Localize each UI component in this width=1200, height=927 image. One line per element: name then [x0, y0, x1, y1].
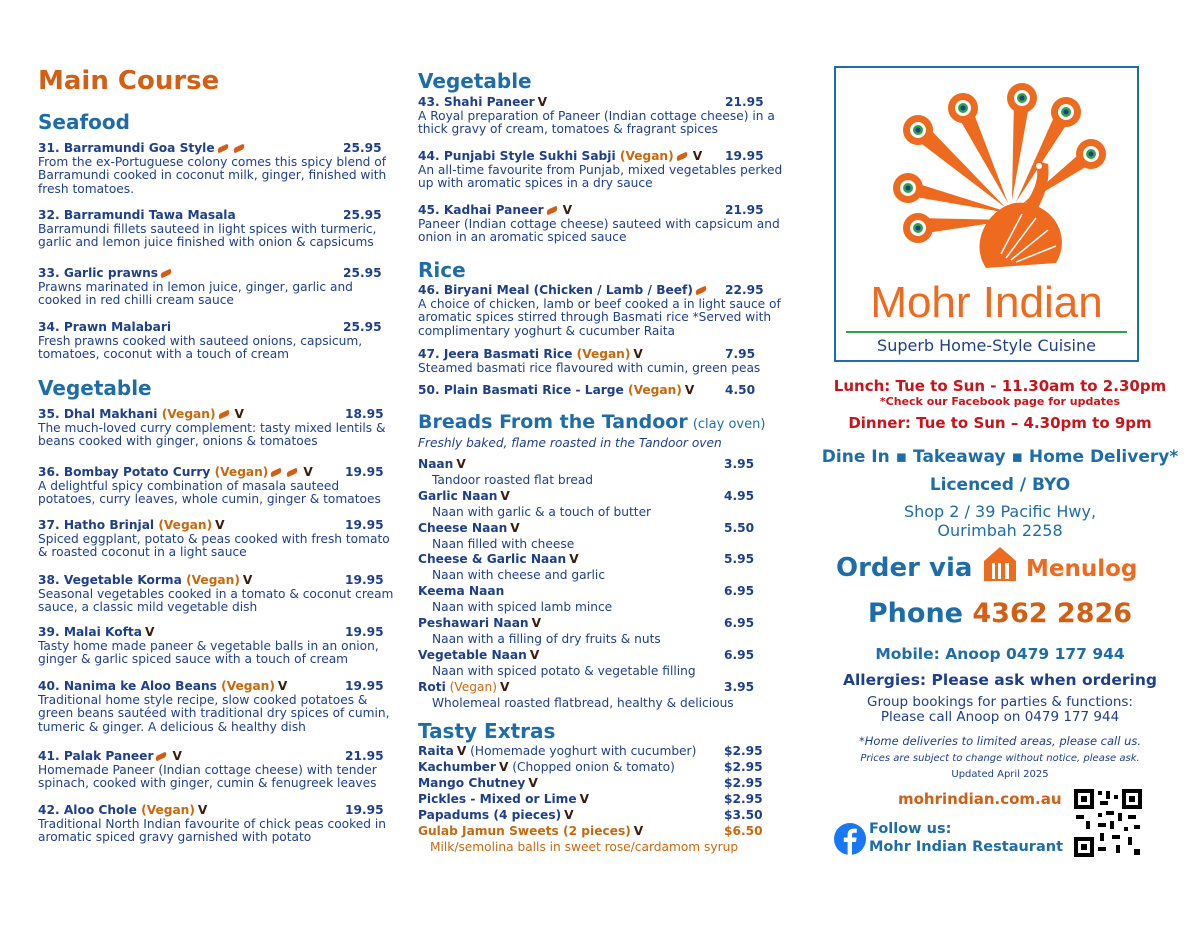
vegetarian-icon: V: [234, 407, 244, 421]
extra-name: Kachumber: [418, 760, 496, 774]
vegan-label: (Vegan): [615, 149, 674, 163]
bread-name: Cheese & Garlic Naan: [418, 552, 567, 567]
vegetarian-icon: V: [633, 824, 644, 838]
vegan-label: (Vegan): [572, 347, 631, 361]
delivery-note: *Home deliveries to limited areas, please call us.: [858, 734, 1142, 748]
menu-item-header: [418, 384, 790, 398]
bread-desc: Naan with garlic & a touch of butter: [432, 504, 652, 519]
bread-name: Roti: [418, 679, 446, 694]
vegetarian-icon: V: [242, 573, 253, 587]
lunch-hours: Lunch: Tue to Sun - 11.30am to 2.30pm: [833, 377, 1167, 395]
bread-price: 6.95: [724, 647, 755, 662]
menu-item-price: 25.95: [343, 320, 382, 334]
bread-price: 4.95: [724, 488, 755, 503]
menu-item-price: 25.95: [343, 141, 382, 155]
vegetable-title: Vegetable: [38, 376, 152, 400]
menu-item-name: [418, 384, 694, 398]
menu-item-header: [418, 96, 790, 110]
vegetarian-icon: V: [569, 552, 579, 567]
phone-label: Phone: [867, 598, 963, 629]
vegan-label: (Vegan): [445, 679, 497, 694]
extra-price: $6.50: [724, 824, 763, 838]
menu-item: [38, 321, 400, 362]
menu-item-desc: Barramundi fillets sauteed in light spices with turmeric, garlic and lemon juice finished with onion & capsicums: [38, 221, 377, 250]
bread-desc: Naan with spiced lamb mince: [432, 600, 613, 615]
bread-price: 6.95: [724, 616, 755, 630]
bread-item: [418, 648, 790, 663]
menulog-icon: [980, 543, 1020, 583]
bread-desc: Naan filled with cheese: [432, 536, 575, 551]
menu-item-header: [38, 267, 400, 281]
chili-icon: [694, 286, 707, 296]
chili-icon: [155, 752, 168, 762]
bread-price: 5.50: [724, 520, 755, 535]
menu-item-price: 21.95: [725, 95, 764, 109]
bread-name: Peshawari Naan: [418, 616, 529, 630]
bread-price: 3.95: [724, 457, 755, 471]
seafood-title: Seafood: [38, 110, 130, 134]
menu-item-price: 22.95: [725, 283, 764, 297]
menu-item-name: [38, 466, 313, 480]
menu-item-title: 50. Plain Basmati Rice - Large: [418, 383, 624, 397]
menu-item-price: 19.95: [345, 573, 384, 587]
menu-item-desc: Traditional home style recipe, slow cooked potatoes & green beans sautéed with traditional dry spices of cumin, tumeric & ginger. A delicious & healthy dish: [38, 692, 390, 734]
extra-item: [418, 744, 790, 759]
breads-subtitle: (clay oven): [692, 417, 766, 432]
menu-item-name: [38, 267, 174, 281]
menu-item-price: 25.95: [343, 208, 382, 222]
chili-icon: [545, 206, 558, 216]
menu-item-name: [418, 284, 709, 298]
bread-item: [418, 457, 790, 472]
menu-item: [38, 626, 400, 667]
group-bookings-2: Please call Anoop on 0479 177 944: [880, 709, 1120, 725]
address-line-1: Shop 2 / 39 Pacific Hwy,: [903, 502, 1097, 521]
bread-desc: Naan with spiced potato & vegetable filling: [432, 663, 696, 678]
vegan-label: (Vegan): [136, 803, 195, 817]
chili-icon: [217, 410, 230, 420]
menu-item-title: 32. Barramundi Tawa Masala: [38, 208, 236, 222]
bread-item: [418, 552, 790, 567]
rice-title: Rice: [418, 258, 466, 282]
vegetarian-icon: V: [633, 347, 643, 361]
menu-item-name: [418, 96, 547, 110]
menu-item-price: 19.95: [345, 465, 384, 479]
menu-item-name: [38, 209, 236, 223]
menu-item-name: [38, 408, 244, 422]
menu-item-price: 21.95: [725, 203, 764, 217]
bread-price: 6.95: [724, 584, 755, 599]
chili-icon: [675, 152, 688, 162]
menu-item-header: [38, 466, 400, 480]
menulog-label: Menulog: [1026, 556, 1138, 582]
menu-item: [38, 142, 400, 196]
menu-item-header: [38, 626, 400, 640]
breads-note: Freshly baked, flame roasted in the Tandoor oven: [418, 436, 722, 450]
bread-item: [418, 521, 790, 536]
bread-item: [418, 680, 790, 695]
vegetarian-icon: V: [531, 616, 542, 630]
menu-item-header: [418, 348, 790, 362]
phone-line: [810, 598, 1190, 629]
menu-item-name: [38, 142, 247, 156]
bread-name: Vegetable Naan: [418, 647, 527, 662]
menu-item-desc: Seasonal vegetables cooked in a tomato & coconut cream sauce, a classic mild vegetable dish: [38, 586, 394, 615]
qr-code-icon[interactable]: [1072, 787, 1144, 859]
mobile: Mobile: Anoop 0479 177 944: [875, 645, 1125, 663]
updated-note: Updated April 2025: [951, 769, 1049, 780]
vegetarian-icon: V: [692, 149, 703, 163]
vegetarian-icon: V: [537, 95, 548, 109]
bread-item: [418, 616, 790, 631]
vegan-label: (Vegan): [157, 407, 216, 421]
facebook-icon[interactable]: [834, 823, 866, 855]
menu-item-price: 4.50: [725, 383, 756, 397]
logo-divider: [846, 331, 1127, 333]
bread-item: [418, 489, 790, 504]
extra-name: Mango Chutney: [418, 776, 526, 790]
follow-us: Follow us:: [869, 821, 952, 837]
address-line-2: Ourimbah 2258: [937, 521, 1063, 540]
allergies: Allergies: Please ask when ordering: [843, 671, 1157, 689]
menu-item-desc: A delightful spicy combination of masala sauteed potatoes, curry leaves, whole cumin, ginger & tomatoes: [38, 478, 381, 507]
vegan-label: (Vegan): [623, 383, 682, 397]
vegetarian-icon: V: [277, 679, 288, 693]
menu-item-header: [38, 142, 400, 156]
extra-note: (Homemade yoghurt with cucumber): [466, 744, 697, 758]
menu-item-title: 34. Prawn Malabari: [38, 320, 172, 334]
vegetarian-icon: V: [498, 760, 509, 774]
extra-price: $2.95: [724, 760, 763, 774]
menu-item-price: 7.95: [725, 347, 756, 361]
menu-item: [418, 96, 790, 137]
menu-item: [38, 209, 400, 250]
vegan-label: (Vegan): [210, 465, 269, 479]
bread-price: 3.95: [724, 679, 755, 694]
menu-item-desc: Fresh prawns cooked with sauteed onions, capsicum, tomatoes, coconut with a touch of cream: [38, 333, 363, 362]
menu-item-title: 40. Nanima ke Aloo Beans: [38, 679, 217, 693]
menu-item-title: 35. Dhal Makhani: [38, 407, 158, 421]
menu-item-desc: An all-time favourite from Punjab, mixed vegetables perked up with aromatic spices in a dry sauce: [418, 162, 783, 191]
extra-price: $2.95: [724, 776, 763, 790]
menu-item-name: [38, 680, 287, 694]
menu-item-desc: Tasty home made paneer & vegetable balls in an onion, ginger & garlic spiced sauce with a touch of cream: [38, 638, 379, 667]
vegetarian-icon: V: [579, 792, 590, 806]
menu-item: [38, 466, 400, 507]
vegetarian-icon: V: [172, 749, 182, 763]
menu-item-desc: Traditional North Indian favourite of chick peas cooked in aromatic spiced gravy garnished with potato: [38, 816, 386, 845]
menu-item: [38, 408, 400, 449]
menu-item-desc: A choice of chicken, lamb or beef cooked a in light sauce of aromatic spices stirred through Basmati rice *Served with complimentary yoghurt & cucumber Raita: [418, 296, 781, 338]
menu-item-price: 25.95: [343, 266, 382, 280]
menu-item-title: 41. Palak Paneer: [38, 749, 154, 763]
vegan-label: (Vegan): [181, 573, 240, 587]
dinner-hours: Dinner: Tue to Sun – 4.30pm to 9pm: [848, 414, 1152, 432]
bread-desc: Naan with cheese and garlic: [432, 568, 606, 583]
logo: [834, 66, 1139, 362]
menu-item-header: [38, 209, 400, 223]
menu-item-name: [38, 519, 225, 533]
logo-name: Mohr Indian: [870, 278, 1103, 327]
menu-item-title: 36. Bombay Potato Curry: [38, 465, 211, 479]
menu-item-name: [418, 348, 643, 362]
bread-price: 5.95: [724, 552, 755, 567]
menu-item-header: [418, 204, 790, 218]
menu-item: [38, 804, 400, 845]
extra-name: Pickles - Mixed or Lime: [418, 792, 577, 806]
menu-item-header: [38, 321, 400, 335]
menu-item-title: 38. Vegetable Korma: [38, 573, 182, 587]
menu-item-title: 43. Shahi Paneer: [418, 95, 535, 109]
extra-name: Papadums (4 pieces): [418, 808, 562, 822]
menu-item-title: 42. Aloo Chole: [38, 803, 137, 817]
menu-item-header: [38, 408, 400, 422]
vegetarian-icon: V: [528, 776, 538, 790]
vegetarian-icon: V: [500, 488, 510, 503]
menu-item-name: [38, 750, 182, 764]
chili-icon: [286, 468, 299, 478]
vegetarian-icon: V: [197, 803, 208, 817]
menu-item-name: [418, 150, 702, 164]
extra-name: Raita: [418, 744, 454, 758]
menu-item-desc: The much-loved curry complement: tasty mixed lentils & beans cooked with ginger, onions & tomatoes: [38, 420, 386, 449]
vegetable-title-2: Vegetable: [418, 69, 532, 93]
chili-icon: [216, 144, 229, 154]
vegetarian-icon: V: [684, 383, 695, 397]
vegetarian-icon: V: [303, 465, 313, 479]
menu-item-price: 19.95: [345, 625, 384, 639]
menu-item-title: 31. Barramundi Goa Style: [38, 141, 215, 155]
vegetarian-icon: V: [499, 679, 510, 694]
facebook-page-name[interactable]: Mohr Indian Restaurant: [869, 839, 1063, 855]
menu-item-desc: Steamed basmati rice flavoured with cumin, green peas: [418, 360, 761, 375]
vegan-label: (Vegan): [216, 679, 275, 693]
extra-name: Gulab Jamun Sweets (2 pieces): [418, 824, 631, 838]
bread-name: Keema Naan: [418, 584, 505, 599]
chili-icon: [232, 144, 245, 154]
facebook-check-note: *Check our Facebook page for updates: [879, 395, 1121, 408]
menu-item: [418, 204, 790, 245]
menu-item-desc: Prawns marinated in lemon juice, ginger, garlic and cooked in red chilli cream sauce: [38, 279, 353, 308]
menu-item-price: 19.95: [345, 679, 384, 693]
services: Dine In ▪ Takeaway ▪ Home Delivery*: [821, 447, 1179, 467]
menu-item-desc: A Royal preparation of Paneer (Indian cottage cheese) in a thick gravy of cream, tomatoes & fragrant spices: [418, 108, 775, 137]
extra-price: $2.95: [724, 792, 763, 806]
menu-item-title: 39. Malai Kofta: [38, 625, 142, 639]
menu-item-name: [38, 574, 252, 588]
extra-item: [418, 760, 790, 775]
menu-item-header: [38, 680, 400, 694]
vegetarian-icon: V: [456, 457, 466, 471]
menu-item-price: 18.95: [345, 407, 384, 421]
menu-item-header: [38, 519, 400, 533]
menu-item: [38, 680, 400, 734]
extra-item: [418, 792, 790, 807]
website-link[interactable]: mohrindian.com.au: [898, 790, 1062, 808]
menu-item-price: 21.95: [345, 749, 384, 763]
gulab-desc: Milk/semolina balls in sweet rose/cardamom syrup: [430, 840, 739, 854]
order-via-menulog[interactable]: [836, 543, 1176, 587]
bread-desc: Naan with a filling of dry fruits & nuts: [432, 632, 661, 646]
menu-item-header: [38, 804, 400, 818]
bread-item: [418, 584, 790, 599]
extra-price: $3.50: [724, 808, 763, 822]
menu-item-title: 46. Biryani Meal (Chicken / Lamb / Beef): [418, 283, 693, 297]
bread-name: Cheese Naan: [418, 520, 508, 535]
vegetarian-icon: V: [529, 647, 540, 662]
menu-item-desc: Spiced eggplant, potato & peas cooked with fresh tomato & roasted coconut in a light sauce: [38, 531, 390, 560]
menu-item-title: 33. Garlic prawns: [38, 266, 159, 280]
bread-desc: Wholemeal roasted flatbread, healthy & delicious: [432, 695, 734, 710]
main-course-title: Main Course: [38, 66, 220, 96]
menu-item-desc: Homemade Paneer (Indian cottage cheese) with tender spinach, cooked with ginger, cumin & fenugreek leaves: [38, 762, 377, 791]
menu-item-price: 19.95: [345, 518, 384, 532]
menu-item: [418, 150, 790, 191]
extra-note: (Chopped onion & tomato): [508, 760, 675, 774]
licenced-byo: Licenced / BYO: [929, 475, 1071, 495]
vegetarian-icon: V: [564, 808, 574, 822]
menu-item: [418, 284, 790, 338]
chili-icon: [270, 468, 283, 478]
bread-desc: Tandoor roasted flat bread: [432, 473, 594, 487]
menu-item-price: 19.95: [725, 149, 764, 163]
order-via-label: Order via: [836, 553, 973, 583]
menu-item-title: 45. Kadhai Paneer: [418, 203, 544, 217]
menu-item: [38, 750, 400, 791]
menu-item-name: [38, 626, 154, 640]
menu-item-header: [418, 284, 790, 298]
vegetarian-icon: V: [144, 625, 155, 639]
menu-item-header: [38, 750, 400, 764]
menu-item-price: 19.95: [345, 803, 384, 817]
menu-item-header: [418, 150, 790, 164]
menu-item: [418, 348, 790, 375]
menu-item-desc: From the ex-Portuguese colony comes this spicy blend of Barramundi cooked in coconut milk, ginger, finished with fresh tomatoes.: [38, 154, 387, 196]
vegetarian-icon: V: [456, 744, 467, 758]
bread-name: Naan: [418, 457, 454, 471]
menu-item-name: [418, 204, 572, 218]
extra-item: [418, 808, 790, 823]
extras-title: Tasty Extras: [418, 719, 556, 743]
bread-name: Garlic Naan: [418, 488, 498, 503]
vegetarian-icon: V: [562, 203, 573, 217]
chili-icon: [160, 269, 173, 279]
vegetarian-icon: V: [510, 520, 520, 535]
menu-item: [418, 384, 790, 398]
menu-item: [38, 574, 400, 615]
menu-item-desc: Paneer (Indian cottage cheese) sauteed with capsicum and onion in an aromatic spiced sauce: [418, 216, 780, 245]
breads-title: Breads From the Tandoor: [418, 411, 688, 433]
menu-item: [38, 267, 400, 308]
vegan-label: (Vegan): [154, 518, 213, 532]
menu-item-name: [38, 804, 207, 818]
phone-number[interactable]: 4362 2826: [972, 598, 1133, 629]
logo-tagline: Superb Home-Style Cuisine: [877, 336, 1096, 355]
vegetarian-icon: V: [215, 518, 225, 532]
extra-item: [418, 824, 790, 839]
menu-item-title: 47. Jeera Basmati Rice: [418, 347, 573, 361]
menu-item-header: [38, 574, 400, 588]
menu-item-title: 44. Punjabi Style Sukhi Sabji: [418, 149, 616, 163]
breads-header: [418, 411, 765, 433]
menu-item-name: [38, 321, 171, 335]
extra-item: [418, 776, 790, 791]
extra-price: $2.95: [724, 744, 763, 758]
price-note: Prices are subject to change without notice, please ask.: [860, 753, 1140, 764]
menu-item-title: 37. Hatho Brinjal: [38, 518, 155, 532]
group-bookings-1: Group bookings for parties & functions:: [867, 694, 1133, 710]
menu-item: [38, 519, 400, 560]
